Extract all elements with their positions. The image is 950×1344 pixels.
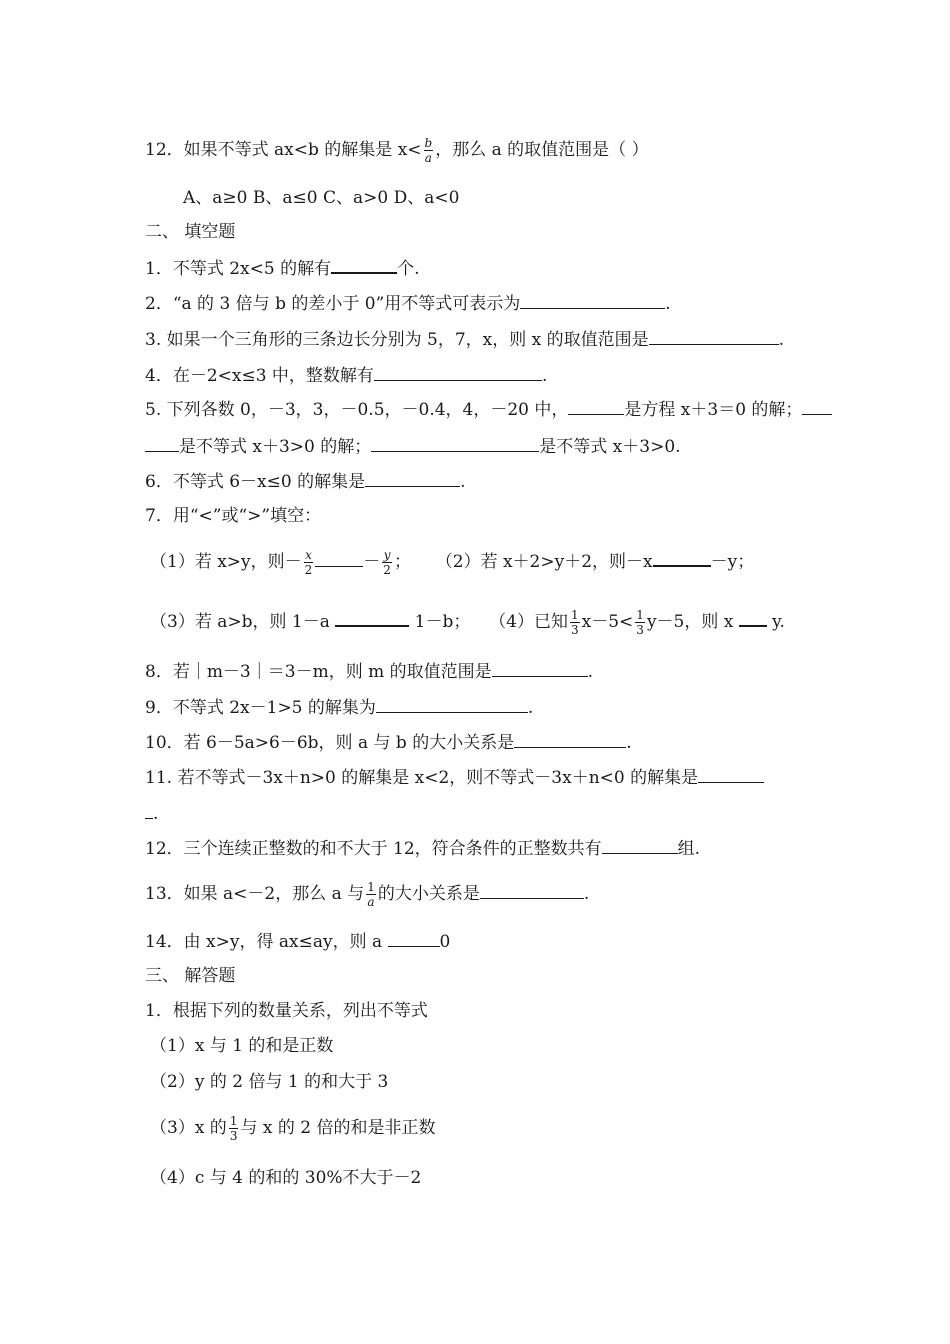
answer-blank[interactable] [698,766,764,783]
fill-question-12: 12．三个连续正整数的和不大于 12，符合条件的正整数共有 组. [145,839,701,859]
answer-part-1: （1）x 与 1 的和是正数 [150,1036,334,1056]
fraction-one-third: $\frac{1}{3}$ [636,608,644,637]
fraction-one-over-a: $\frac{1}{a}$ [367,880,375,909]
fill-question-6: 6．不等式 6－x≤0 的解集是 . [145,472,466,492]
fill-question-13: 13．如果 a<－2，那么 a 与 $\frac{1}{a}$ 的大小关系是 . [145,880,590,909]
answer-blank[interactable] [145,802,153,819]
answer-blank[interactable] [602,837,678,854]
fill-question-2: 2．“a 的 3 倍与 b 的差小于 0”用不等式可表示为 . [145,294,671,314]
fill-question-7-parts-3-4: （3）若 a>b，则 1－a 1－b； （4）已知 $\frac{1}{3}$ x－5< $\frac{1}{3}$ y－5，则 x y. [150,608,785,637]
fill-question-1: 1．不等式 2x<5 的解有 个. [145,256,420,280]
answer-blank[interactable] [653,549,711,567]
fill-question-9: 9．不等式 2x－1>5 的解集为 . [145,698,534,718]
answer-blank[interactable] [802,398,832,415]
fraction-y-over-2: $\frac{y}{2}$ [383,548,391,577]
fill-question-11: 11. 若不等式－3x＋n>0 的解集是 x<2，则不等式－3x＋n<0 的解集是 [145,766,764,789]
answer-part-2: （2）y 的 2 倍与 1 的和大于 3 [150,1072,389,1092]
question-12-options: A、a≥0 B、a≤0 C、a>0 D、a<0 [183,188,460,208]
fill-question-7: 7．用“<”或“>”填空： [145,506,322,526]
fill-question-7-parts-1-2: （1）若 x>y，则－ $\frac{x}{2}$ － $\frac{y}{2}$ ； （2）若 x＋2>y＋2，则－x －y； [150,548,755,577]
fill-question-5-line1: 5. 下列各数 0，－3，3，－0.5，－0.4，4，－20 中， 是方程 x＋3＝0 的解； [145,398,832,421]
answer-part-3: （3）x 的 $\frac{1}{3}$ 与 x 的 2 倍的和是非正数 [150,1114,436,1143]
answer-blank[interactable] [480,882,584,899]
fraction-x-over-2: $\frac{x}{2}$ [304,548,313,577]
fill-question-10: 10．若 6－5a>6－6b，则 a 与 b 的大小关系是 . [145,733,632,753]
section-title-fill-in: 二、 填空题 [145,222,236,242]
answer-blank[interactable] [315,550,363,567]
answer-blank[interactable] [335,609,409,627]
answer-blank[interactable] [649,328,779,345]
answer-blank[interactable] [145,435,179,452]
fill-question-8: 8．若｜m－3｜＝3－m，则 m 的取值范围是 . [145,662,594,682]
answer-blank[interactable] [568,398,624,415]
fill-question-11-cont: . [145,802,158,825]
fraction-one-third: $\frac{1}{3}$ [571,608,579,637]
question-12-mc: 12．如果不等式 ax<b 的解集是 x< $\frac{b}{a}$ ，那么 a 的取值范围是（ ） [145,136,649,165]
answer-part-4: （4）c 与 4 的和的 30%不大于－2 [150,1168,422,1188]
fraction-b-over-a: $\frac{b}{a}$ [424,136,433,165]
answer-blank[interactable] [374,364,542,381]
answer-blank[interactable] [739,609,767,627]
fill-question-5-line2: 是不等式 x＋3>0 的解； 是不等式 x＋3>0. [145,435,681,458]
fill-question-4: 4．在－2<x≤3 中，整数解有 . [145,366,548,386]
fraction-one-third: $\frac{1}{3}$ [229,1114,238,1143]
section-title-answer: 三、 解答题 [145,966,236,986]
answer-blank[interactable] [492,660,588,677]
answer-blank[interactable] [371,435,539,452]
answer-blank[interactable] [514,731,626,748]
answer-blank[interactable] [331,256,397,274]
fill-question-14: 14．由 x>y，得 ax≤ay，则 a 0 [145,932,451,952]
answer-blank[interactable] [365,470,460,487]
answer-blank[interactable] [376,696,528,713]
answer-question-1: 1．根据下列的数量关系，列出不等式 [145,1001,428,1021]
answer-blank[interactable] [388,930,440,947]
answer-blank[interactable] [520,292,665,309]
fill-question-3: 3. 如果一个三角形的三条边长分别为 5，7，x，则 x 的取值范围是 . [145,330,785,350]
